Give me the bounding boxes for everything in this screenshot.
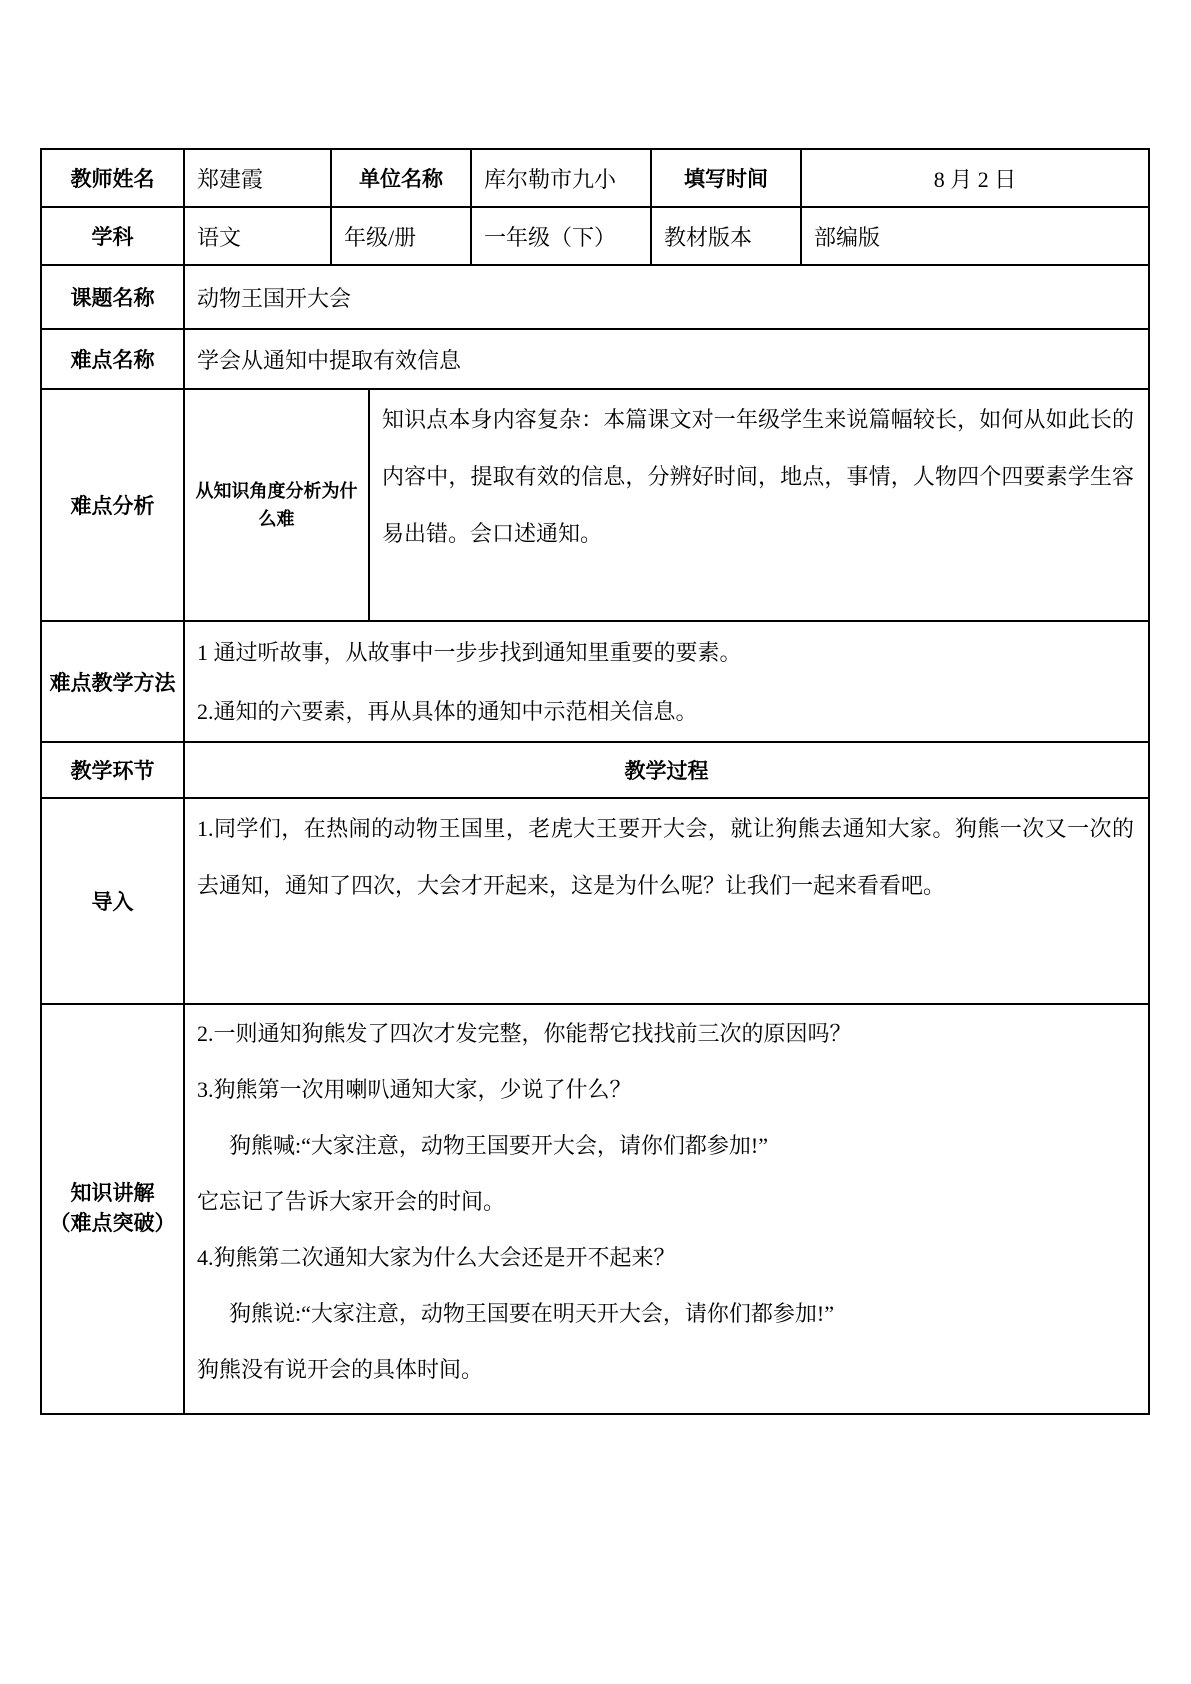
table-row-difficulty-analysis: [42, 390, 1148, 622]
difficulty-analysis-label: 难点分析: [42, 390, 185, 620]
table-row-difficulty-name: [42, 330, 1148, 390]
explanation-line: 4.狗熊第二次通知大家为什么大会还是开不起来？: [197, 1245, 676, 1270]
topic-label: 课题名称: [42, 266, 185, 328]
subject-label: 学科: [42, 208, 185, 264]
explanation-line: 狗熊没有说开会的具体时间。: [197, 1357, 484, 1382]
process-steps-label: 教学环节: [42, 743, 185, 797]
table-row-topic: [42, 266, 1148, 330]
lesson-plan-table: [40, 148, 1150, 1415]
grade-value: 一年级（下）: [472, 208, 652, 264]
table-row-intro: [42, 799, 1148, 1005]
edition-label: 教材版本: [652, 208, 802, 264]
intro-content-cell: [185, 799, 1148, 1003]
unit-name-value: 库尔勒市九小: [472, 150, 652, 206]
explanation-line: 它忘记了告诉大家开会的时间。: [197, 1189, 506, 1214]
topic-value: 动物王国开大会: [197, 285, 352, 311]
analysis-content-text: 知识点本身内容复杂：本篇课文对一年级学生来说篇幅较长，如何从如此长的内容中，提取有效的信息，分辨好时间，地点，事情，人物四个四要素学生容易出错。会口述通知。: [382, 407, 1134, 546]
teaching-method-line: 2.通知的六要素，再从具体的通知中示范相关信息。: [197, 699, 698, 724]
table-row-subject-info: [42, 208, 1148, 266]
knowledge-explanation-label-line2: （难点突破）: [49, 1212, 176, 1235]
teaching-method-label: 难点教学方法: [42, 622, 185, 741]
subject-value: 语文: [185, 208, 332, 264]
intro-content-text: 1.同学们，在热闹的动物王国里，老虎大王要开大会，就让狗熊去通知大家。狗熊一次又一次的去通知，通知了四次，大会才开起来，这是为什么呢？让我们一起来看看吧。: [197, 816, 1134, 898]
intro-label: 导入: [42, 799, 185, 1003]
knowledge-explanation-label: [42, 1005, 185, 1413]
analysis-content-cell: [370, 390, 1148, 620]
explanation-line: 2.一则通知狗熊发了四次才发完整，你能帮它找找前三次的原因吗？: [197, 1021, 852, 1046]
grade-label: 年级/册: [332, 208, 472, 264]
unit-name-label: 单位名称: [332, 150, 472, 206]
edition-value: 部编版: [814, 224, 881, 250]
teacher-name-value: 郑建霞: [185, 150, 332, 206]
teaching-method-line: 1 通过听故事，从故事中一步步找到通知里重要的要素。: [197, 640, 742, 665]
teacher-name-label: 教师姓名: [42, 150, 185, 206]
table-row-knowledge-explanation: [42, 1005, 1148, 1413]
knowledge-explanation-label-line1: 知识讲解: [70, 1182, 155, 1205]
table-row-teaching-method: [42, 622, 1148, 743]
explanation-line: 3.狗熊第一次用喇叭通知大家，少说了什么？: [197, 1077, 632, 1102]
explanation-line: 狗熊喊:“大家注意，动物王国要开大会，请你们都参加!”: [229, 1133, 768, 1158]
fill-date-label: 填写时间: [652, 150, 802, 206]
fill-date-value: 8 月 2 日: [933, 166, 1017, 192]
teaching-method-content-cell: [185, 622, 1148, 741]
explanation-line: 狗熊说:“大家注意，动物王国要在明天开大会，请你们都参加!”: [229, 1301, 834, 1326]
table-row-teacher-info: [42, 150, 1148, 208]
analysis-angle-sublabel: 从知识角度分析为什么难: [185, 390, 370, 620]
difficulty-name-label: 难点名称: [42, 330, 185, 388]
difficulty-name-value: 学会从通知中提取有效信息: [197, 347, 462, 373]
table-row-process-header: [42, 743, 1148, 799]
process-title: 教学过程: [624, 760, 709, 783]
knowledge-explanation-content-cell: [185, 1005, 1148, 1413]
